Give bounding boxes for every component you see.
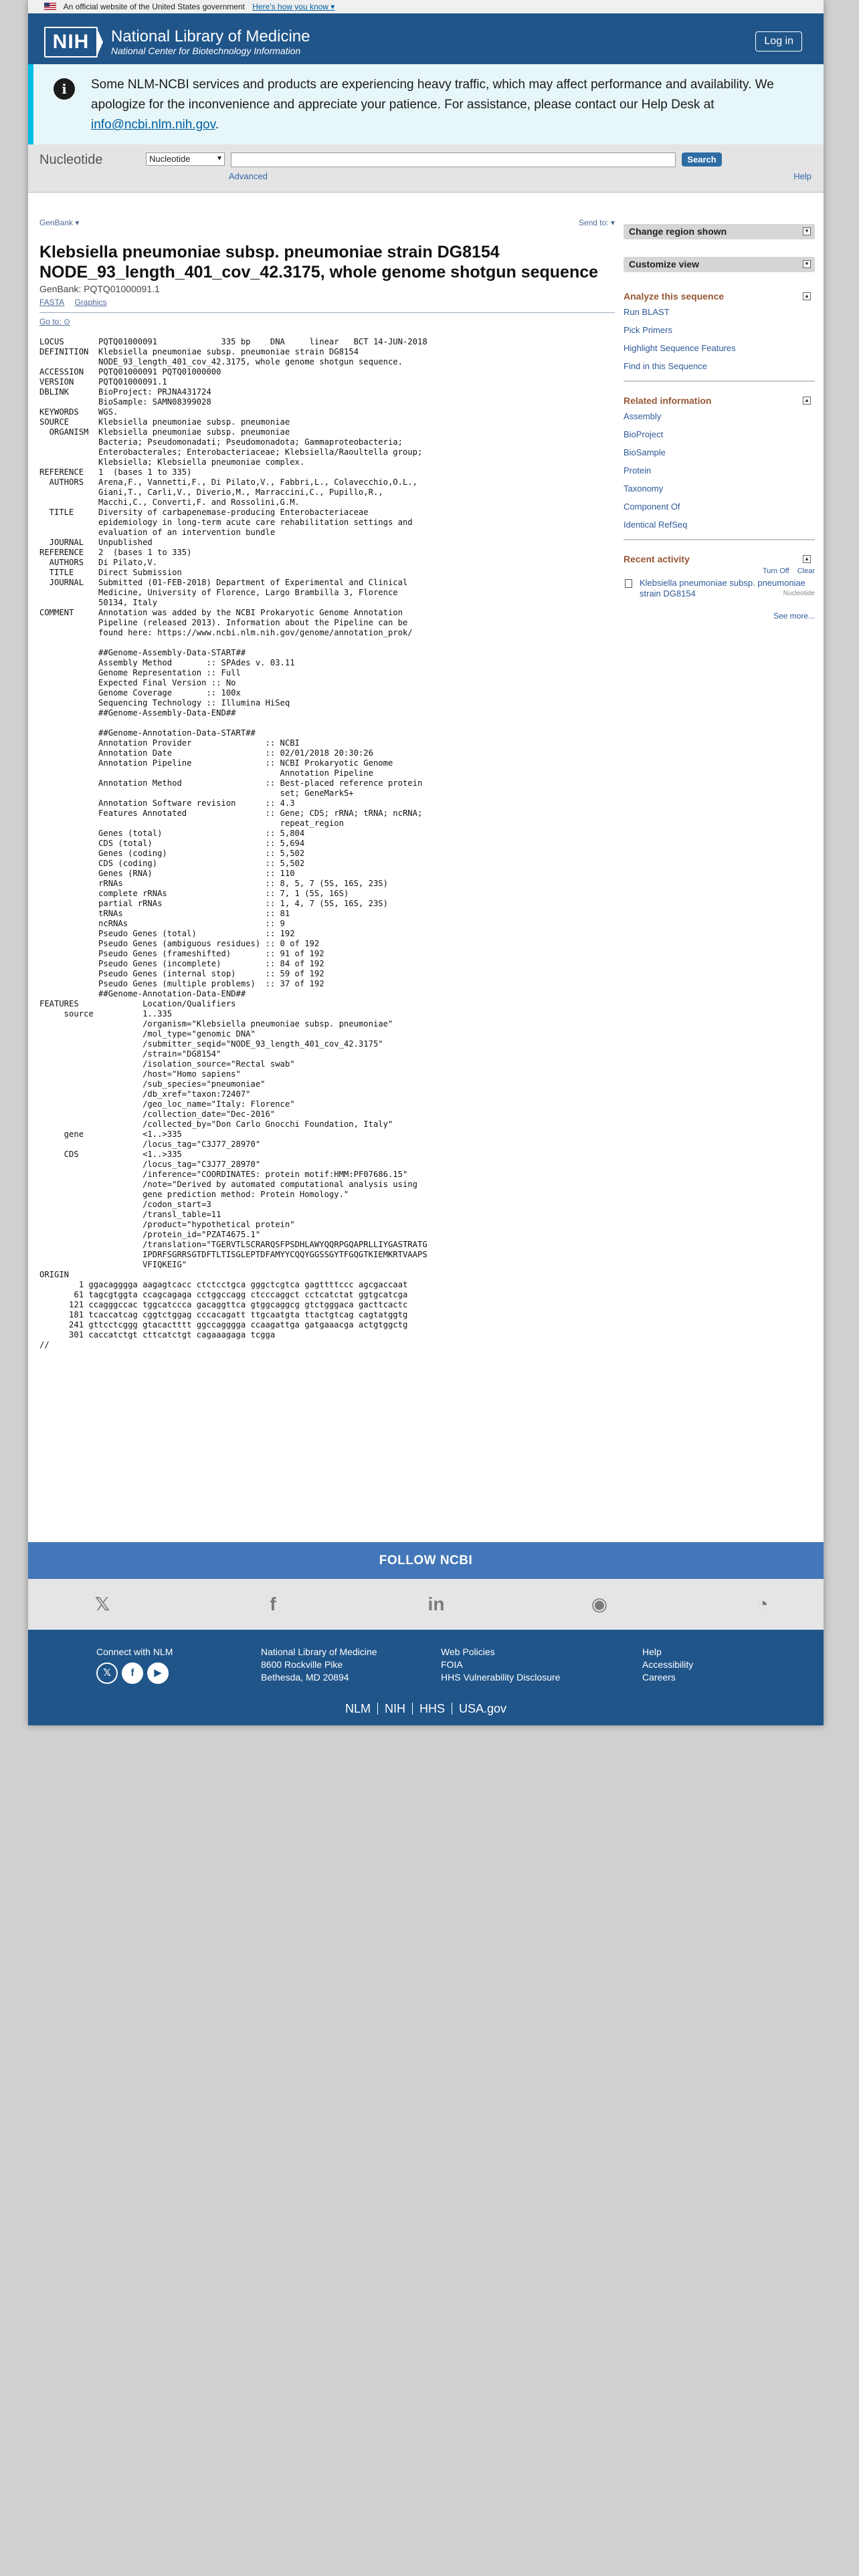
github-icon[interactable]: ◉: [591, 1594, 608, 1614]
recent-item[interactable]: Klebsiella pneumoniae subsp. pneumoniae strain DG8154 Nucleotide: [624, 578, 815, 599]
related-assembly-link[interactable]: Assembly: [624, 411, 662, 421]
clear-link[interactable]: Clear: [797, 567, 815, 575]
turn-off-link[interactable]: Turn Off: [762, 567, 789, 575]
expand-icon[interactable]: ▾: [803, 227, 811, 235]
foia-link[interactable]: FOIA: [441, 1659, 463, 1670]
see-more-link[interactable]: See more...: [773, 611, 815, 621]
connect-with-nlm: Connect with NLM: [96, 1646, 173, 1657]
related-protein-link[interactable]: Protein: [624, 465, 652, 475]
facebook-icon[interactable]: f: [270, 1594, 276, 1614]
pick-primers-link[interactable]: Pick Primers: [624, 325, 672, 335]
header-title: National Library of Medicine: [111, 27, 310, 45]
traffic-alert: [28, 64, 824, 144]
site-footer: [28, 1630, 824, 1725]
send-to-dropdown[interactable]: Send to: ▾: [578, 218, 615, 227]
help-link[interactable]: Help: [793, 171, 812, 181]
search-input[interactable]: [231, 152, 676, 167]
find-in-sequence-link[interactable]: Find in this Sequence: [624, 361, 708, 371]
heres-how-you-know-link[interactable]: Here's how you know ▾: [252, 2, 335, 11]
nih-link[interactable]: NIH: [384, 1702, 405, 1715]
hhs-link[interactable]: HHS: [419, 1702, 445, 1715]
search-button[interactable]: Search: [682, 152, 722, 167]
web-policies-link[interactable]: Web Policies: [441, 1646, 495, 1657]
help-desk-email-link[interactable]: info@ncbi.nlm.nih.gov: [91, 118, 215, 132]
nlm-link[interactable]: NLM: [345, 1702, 371, 1715]
alert-message: Some NLM-NCBI services and products are experiencing heavy traffic, which may affect performance and availability. We apologize for the inconvenience and appreciate your patience. For assistance, please contact our Help Desk at info@ncbi.nlm.nih.gov.: [91, 78, 774, 132]
sidebar: [624, 224, 815, 638]
x-twitter-icon[interactable]: 𝕏: [94, 1594, 110, 1614]
genbank-flatfile: LOCUS PQTQ01000091 335 bp DNA linear BCT 14-JUN-2018 DEFINITION Klebsiella pneumoniae subsp. pneumoniae strain DG8154 NODE_93_length_401_cov_42.3175, whole genome shotgun sequence. ACCESSION PQTQ01000091 PQTQ01000000 VERSION PQTQ01000091.1 DBLINK BioProject: PRJNA431724 BioSample: SAMN08399028 KEYWORDS WGS. SOURCE Klebsiella pneumoniae subsp. pneumoniae ORGANISM Klebsiella pneumoniae subsp. pneumoniae Bacteria; Pseudomonadati; Pseudomonadota; Gammaproteobacteria; Enterobacterales; Enterobacteriaceae; Klebsiella/Raoultella group; Klebsiella; Klebsiella pneumoniae complex. REFERENCE 1 (bases 1 to 335) AUTHORS Arena,F., Vannetti,F., Di Pilato,V., Fabbri,L., Colavecchio,O.L., Giani,T., Carli,V., Diverio,M., Marraccini,C., Pupillo,R., Macchi,C., Converti,F. and Rossolini,G.M. TITLE Diversity of carbapenemase-producing Enterobacteriaceae epidemiology in long-term acute care rehabilitation settings and evaluation of an intervention bundle JOURNAL Unpublished REFERENCE 2 (bases 1 to 335) AUTHORS Di Pilato,V. TITLE Direct Submission JOURNAL Submitted (01-FEB-2018) Department of Experimental and Clinical Medicine, University of Florence, Largo Brambilla 3, Florence 50134, Italy COMMENT Annotation was added by the NCBI Prokaryotic Genome Annotation Pipeline (released 2013). Information about the Pipeline can be found here: https://www.ncbi.nlm.nih.gov/genome/annotation_prok/ ##Genome-Assembly-Data-START## Assembly Method :: SPAdes v. 03.11 Genome Representation :: Full Expected Final Version :: No Genome Coverage :: 100x Sequencing Technology :: Illumina HiSeq ##Genome-Assembly-Data-END## ##Genome-Annotation-Data-START## Annotation Provider :: NCBI Annotation Date :: 02/01/2018 20:30:26 Annotation Pipeline :: NCBI Prokaryotic Genome Annotation Pipeline Annotation Method :: Best-placed reference protein set; GeneMarkS+ Annotation Software revision :: 4.3 Features Annotated :: Gene; CDS; rRNA; tRNA; ncRNA; repeat_region Genes (total) :: 5,804 CDS (total) :: 5,694 Genes (coding) :: 5,502 CDS (coding) :: 5,502 Genes (RNA) :: 110 rRNAs :: 8, 5, 7 (5S, 16S, 23S) complete rRNAs :: 7, 1 (5S, 16S) partial rRNAs :: 1, 4, 7 (5S, 16S, 23S) tRNAs :: 81 ncRNAs :: 9 Pseudo Genes (total) :: 192 Pseudo Genes (ambiguous residues) :: 0 of 192 Pseudo Genes (frameshifted) :: 91 of 192 Pseudo Genes (incomplete) :: 84 of 192 Pseudo Genes (internal stop) :: 59 of 192 Pseudo Genes (multiple problems) :: 37 of 192 ##Genome-Annotation-Data-END## FEATURES Location/Qualifiers source 1..335 /organism="Klebsiella pneumoniae subsp. pneumoniae" /mol_type="genomic DNA" /submitter_seqid="NODE_93_length_401_cov_42.3175" /strain="DG8154" /isolation_source="Rectal swab" /host="Homo sapiens" /sub_species="pneumoniae" /db_xref="taxon:72407" /geo_loc_name="Italy: Florence" /collection_date="Dec-2016" /collected_by="Don Carlo Gnocchi Foundation, Italy" gene <1..>335 /locus_tag="C3J77_28970" CDS <1..>335 /locus_tag="C3J77_28970" /inference="COORDINATES: protein motif:HMM:PF07686.15" /note="Derived by automated computational analysis using gene prediction method: Protein Homology." /codon_start=3 /transl_table=11 /product="hypothetical protein" /protein_id="PZAT4675.1" /translation="TGERVTLSCRARQSFPSDHLAWYQQRPGQAPRLLIYGASTRATG IPDRFSGRRSGTDFTLTISGLEPTDFAMYYCQQYGGSSGYTFGQGTKIEMKRTVAAPS VFIQKEIG" ORIGIN 1 ggacaggggа aagagtcacc ctctcctgca gggctcgtca gagttttccc agcgaccaat 61 tagcgtggta ccagcagaga cctggccagg ctcccaggct cctcatctat ggtgcatcga 121 ccagggccac tggcatccca gacaggttca gtggcaggcg gtctgggaca gacttcactc 181 tcaccatcag cggtctggag cccacagatt ttgcaatgta ttactgtcag cagtatggtg 241 gttcctcggg gtacactttt ggccaggggа ccaagattga gatgaaacga actgtggctg 301 caccatctgt cttcatctgt cagaaagaga tcgga //: [39, 337, 427, 1350]
careers-link[interactable]: Careers: [642, 1672, 676, 1683]
format-dropdown[interactable]: GenBank ▾: [39, 218, 80, 227]
info-icon: i: [54, 78, 75, 100]
goto-link[interactable]: Go to: ⊙: [39, 317, 71, 326]
collapse-icon[interactable]: ▴: [803, 292, 811, 300]
document-icon: [625, 579, 632, 588]
related-refseq-link[interactable]: Identical RefSeq: [624, 520, 688, 530]
graphics-link[interactable]: Graphics: [74, 298, 107, 307]
database-title: Nucleotide: [39, 152, 103, 167]
page: [28, 0, 824, 1725]
linkedin-icon[interactable]: in: [427, 1594, 445, 1614]
related-component-link[interactable]: Component Of: [624, 502, 680, 512]
follow-ncbi-banner: FOLLOW NCBI: [28, 1542, 824, 1579]
footer-youtube-icon[interactable]: ▶: [147, 1662, 169, 1684]
analyze-title: Analyze this sequence: [624, 291, 725, 302]
social-bar: [28, 1579, 824, 1630]
usa-gov-link[interactable]: USA.gov: [458, 1702, 507, 1715]
footer-address-line1: 8600 Rockville Pike: [261, 1659, 343, 1670]
related-section: [624, 394, 815, 540]
related-biosample-link[interactable]: BioSample: [624, 447, 666, 457]
footer-address-line2: Bethesda, MD 20894: [261, 1672, 349, 1683]
expand-icon[interactable]: ▾: [803, 260, 811, 268]
change-region-panel[interactable]: Change region shown ▾: [624, 224, 815, 239]
gov-banner-text: An official website of the United States government: [63, 2, 245, 11]
highlight-features-link[interactable]: Highlight Sequence Features: [624, 343, 736, 353]
footer-help-link[interactable]: Help: [642, 1646, 662, 1657]
customize-view-panel[interactable]: Customize view ▾: [624, 257, 815, 272]
run-blast-link[interactable]: Run BLAST: [624, 307, 670, 317]
related-title: Related information: [624, 395, 712, 406]
hhs-vulnerability-link[interactable]: HHS Vulnerability Disclosure: [441, 1672, 561, 1683]
collapse-icon[interactable]: ▴: [803, 555, 811, 563]
gov-banner: [28, 0, 824, 13]
footer-x-icon[interactable]: 𝕏: [96, 1662, 118, 1684]
login-button[interactable]: Log in: [755, 31, 802, 51]
database-select[interactable]: Nucleotide ▾: [146, 152, 225, 166]
analyze-section: [624, 290, 815, 382]
record-accession: GenBank: PQTQ01000091.1: [39, 284, 160, 294]
record-title: Klebsiella pneumoniae subsp. pneumoniae strain DG8154 NODE_93_length_401_cov_42.3175, whole genome shotgun sequence: [39, 243, 599, 282]
nih-logo[interactable]: [44, 27, 310, 58]
recent-title: Recent activity: [624, 554, 690, 564]
search-bar: [28, 144, 824, 193]
collapse-icon[interactable]: ▴: [803, 397, 811, 405]
recent-activity-section: [624, 552, 815, 626]
accessibility-link[interactable]: Accessibility: [642, 1659, 694, 1670]
us-flag-icon: [44, 3, 56, 10]
recent-item-db: Nucleotide: [783, 590, 815, 597]
footer-agency-links: [28, 1702, 824, 1716]
footer-nlm-name[interactable]: National Library of Medicine: [261, 1646, 377, 1657]
advanced-search-link[interactable]: Advanced: [229, 171, 268, 181]
nih-logo-mark: NIH: [44, 27, 98, 58]
header-subtitle: National Center for Biotechnology Information: [111, 45, 301, 56]
record-content: [39, 218, 615, 1350]
rss-icon[interactable]: ◔: [757, 1594, 769, 1614]
related-bioproject-link[interactable]: BioProject: [624, 429, 664, 439]
footer-facebook-icon[interactable]: f: [122, 1662, 143, 1684]
site-header: [28, 13, 824, 64]
fasta-link[interactable]: FASTA: [39, 298, 65, 307]
related-taxonomy-link[interactable]: Taxonomy: [624, 484, 664, 494]
